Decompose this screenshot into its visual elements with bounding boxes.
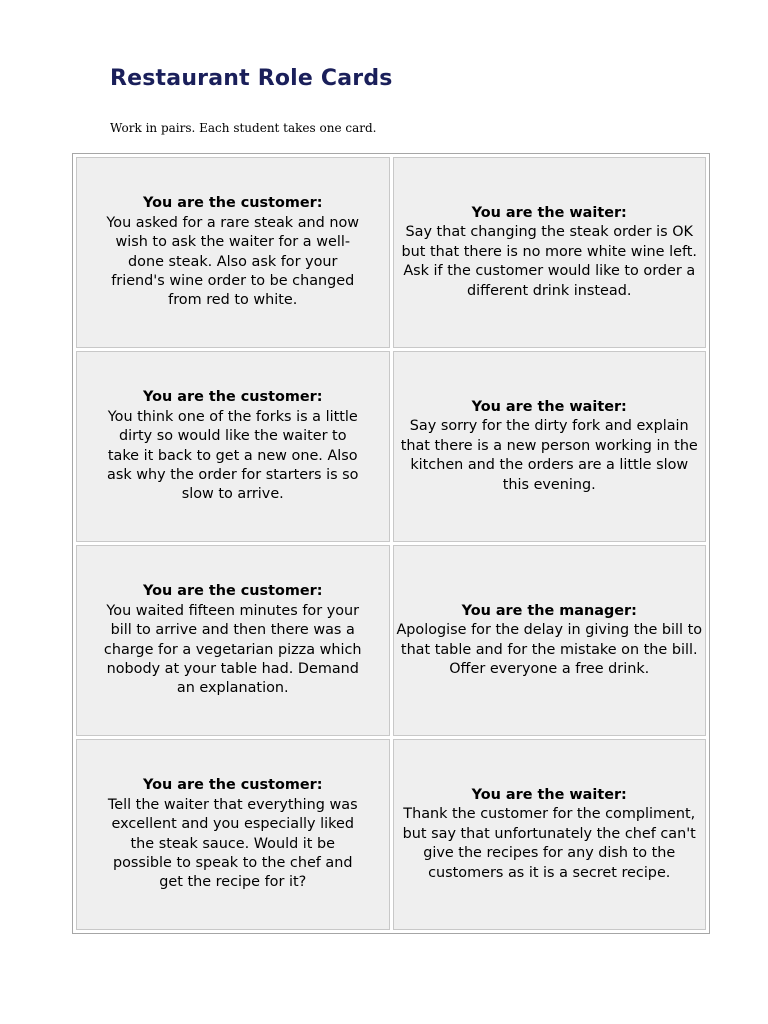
page-title: Restaurant Role Cards (110, 66, 393, 91)
role-card-waiter-2 (393, 351, 707, 542)
card-text: Tell the waiter that everything was excellent and you especially liked the steak sauce. Would it be possible to speak to the chef and get the recipe for it? (107, 796, 358, 891)
role-card-customer-2 (76, 351, 390, 542)
card-role: You are the manager: (461, 602, 637, 619)
card-role: You are the customer: (143, 389, 323, 406)
card-text: You think one of the forks is a little dirty so would like the waiter to take it back to get a new one. Also ask why the order for starters is so slow to arrive. (107, 408, 359, 503)
card-text: You asked for a rare steak and now wish to ask the waiter for a well-done steak. Also ask for your friend's wine order to be changed from red to white. (106, 214, 360, 309)
card-text: Apologise for the delay in giving the bill to that table and for the mistake on the bill. Offer everyone a free drink. (396, 622, 703, 677)
card-role: You are the customer: (143, 195, 323, 212)
card-role: You are the customer: (143, 777, 323, 794)
card-text: Say sorry for the dirty fork and explain that there is a new person working in the kitchen and the orders are a little slow this evening. (400, 418, 698, 493)
role-card-grid (72, 153, 710, 934)
instructions: Work in pairs. Each student takes one card. (110, 121, 377, 135)
card-text: Say that changing the steak order is OK but that there is no more white wine left. Ask if the customer would like to order a different drink instead. (401, 224, 697, 299)
card-text: You waited fifteen minutes for your bill to arrive and then there was a charge for a vegetarian pizza which nobody at your table had. Demand an explanation. (103, 602, 362, 697)
card-text: Thank the customer for the compliment, but say that unfortunately the chef can't give the recipes for any dish to the customers as it is a secret recipe. (402, 806, 696, 881)
role-card-customer-4 (76, 739, 390, 930)
card-role: You are the waiter: (471, 204, 627, 221)
role-card-waiter-1 (393, 157, 707, 348)
card-role: You are the customer: (143, 583, 323, 600)
role-card-waiter-4 (393, 739, 707, 930)
role-card-customer-3 (76, 545, 390, 736)
role-card-customer-1 (76, 157, 390, 348)
role-card-manager-3 (393, 545, 707, 736)
card-role: You are the waiter: (471, 786, 627, 803)
card-role: You are the waiter: (471, 398, 627, 415)
